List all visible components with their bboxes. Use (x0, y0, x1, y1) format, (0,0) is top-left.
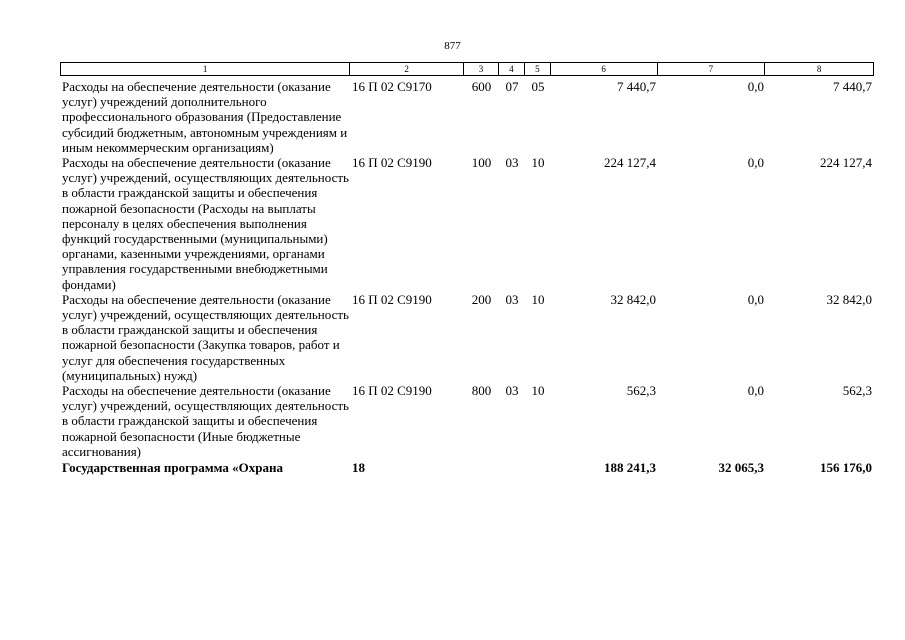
row-col8: 32 842,0 (826, 291, 872, 307)
row-total: 7 440,7 (617, 79, 656, 94)
row-rz: 03 (505, 383, 519, 399)
row-rz (499, 460, 525, 475)
row-pr: 05 (531, 79, 545, 94)
header-cell-1: 1 (61, 63, 350, 75)
row-description: Государственная программа «Охрана (62, 460, 283, 476)
row-col8: 562,3 (842, 383, 872, 399)
row-vr: 200 (471, 291, 492, 307)
row-col7: 0,0 (747, 155, 764, 171)
row-code: 18 (352, 460, 365, 476)
row-pr: 10 (531, 383, 545, 399)
header-cell-4: 4 (499, 63, 525, 75)
row-code: 16 П 02 С9190 (352, 155, 432, 171)
row-code: 16 П 02 С9190 (352, 383, 432, 399)
table-row (60, 292, 874, 383)
row-pr: 10 (531, 155, 545, 171)
row-total: 32 842,0 (610, 291, 656, 307)
header-cell-5: 5 (525, 63, 551, 75)
row-col8: 224 127,4 (820, 155, 872, 171)
header-cell-7: 7 (658, 63, 766, 75)
row-rz: 07 (505, 79, 519, 94)
row-rz: 03 (505, 291, 519, 307)
row-vr: 600 (471, 79, 492, 94)
row-description: Расходы на обеспечение деятельности (оказание услуг) учреждений, осуществляющих деятельность в области гражданской защиты и обеспечения пожарной безопасности (Расходы на выплаты персоналу в целях обеспечения выполнения функций государственными (муниципальными) органами, казенными учреждениями, органами управления государственными внебюджетными фондами) (62, 155, 349, 292)
row-vr (464, 460, 499, 475)
table-header-row (60, 62, 874, 76)
header-cell-2: 2 (350, 63, 464, 75)
row-code: 16 П 02 С9190 (352, 291, 432, 307)
row-code: 16 П 02 С9170 (352, 79, 432, 94)
table-row (60, 383, 874, 459)
row-col7: 0,0 (747, 383, 764, 399)
row-description: Расходы на обеспечение деятельности (оказание услуг) учреждений, осуществляющих деятельность в области гражданской защиты и обеспечения пожарной безопасности (Закупка товаров, работ и услуг для обеспечения государственных (муниципальных) нужд) (62, 291, 349, 383)
row-col8: 156 176,0 (820, 460, 872, 476)
row-rz: 03 (505, 155, 519, 171)
row-col7: 32 065,3 (718, 460, 764, 476)
header-cell-6: 6 (551, 63, 658, 75)
row-col8: 7 440,7 (833, 79, 872, 94)
table-row (60, 155, 874, 292)
header-cell-3: 3 (464, 63, 499, 75)
row-vr: 800 (471, 383, 492, 399)
table-row (60, 79, 874, 155)
header-cell-8: 8 (816, 64, 822, 74)
row-pr (525, 460, 551, 475)
row-total: 224 127,4 (604, 155, 656, 171)
row-vr: 100 (471, 155, 492, 171)
row-col7: 0,0 (747, 291, 764, 307)
row-col7: 0,0 (747, 79, 764, 94)
row-total: 188 241,3 (604, 460, 656, 476)
row-pr: 10 (531, 291, 545, 307)
row-total: 562,3 (626, 383, 656, 399)
page-number: 877 (444, 40, 461, 52)
row-description: Расходы на обеспечение деятельности (оказание услуг) учреждений, осуществляющих деятельность в области гражданской защиты и обеспечения пожарной безопасности (Иные бюджетные ассигнования) (62, 383, 349, 459)
table-body (60, 79, 874, 475)
row-description: Расходы на обеспечение деятельности (оказание услуг) учреждений дополнительного профессионального образования (Предоставление субсидий бюджетным, автономным учреждениям и иным некоммерческим организациям) (62, 79, 348, 155)
table-row-program-total (60, 460, 874, 475)
